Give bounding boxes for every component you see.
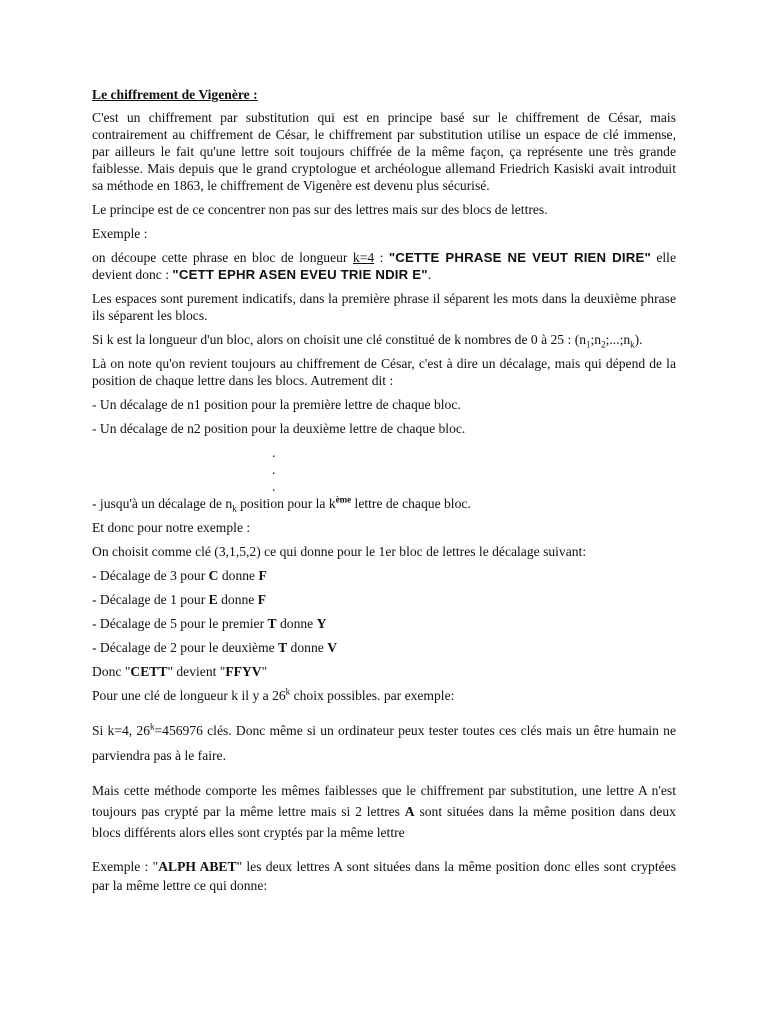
k4-sup: k <box>150 721 155 732</box>
document-body <box>92 86 676 902</box>
note-paragraph: Là on note qu'on revient toujours au chiffrement de César, c'est à dire un décalage, mais qui dépend de la position de chaque lettre dans les blocs. Autrement dit : <box>92 356 676 388</box>
k4-paragraph <box>92 718 676 768</box>
shiftk-pre: - jusqu'à un décalage de n <box>92 496 233 511</box>
donc-line <box>92 663 676 680</box>
donc-mid: " devient " <box>167 664 226 679</box>
intro-paragraph: C'est un chiffrement par substitution qui est en principe basé sur le chiffrement de César, mais contrairement au chiffrement de César, le chiffrement par substitution utilise un espace de clé immense, par ailleurs le fait qu'une lettre soit toujours chiffrée de la même façon, ça représente une très grande faiblesse. Mais depuis que le grand cryptologue et archéologue allemand Friedrich Kasiski avait introduit sa méthode en 1863, le chiffrement de Vigenère est devenu plus sécurisé. <box>92 110 676 193</box>
shift-ex-pre: - Décalage de 1 pour <box>92 592 209 607</box>
choices-end: choix possibles. par exemple: <box>290 688 455 703</box>
choices-pre: Pour une clé de longueur k il y a 26 <box>92 688 286 703</box>
last-example-paragraph <box>92 857 676 895</box>
shift-example-1 <box>92 567 676 584</box>
principle-paragraph: Le principe est de ce concentrer non pas sur des lettres mais sur des blocs de lettres. <box>92 202 548 217</box>
choices-line <box>92 687 676 704</box>
cut-mid: elle devient donc : <box>92 250 676 282</box>
donc-from: CETT <box>130 664 168 679</box>
shiftk-mid: position pour la k <box>236 496 336 511</box>
shift-ex-pre: - Décalage de 3 pour <box>92 568 209 583</box>
cut-paragraph <box>92 249 676 283</box>
weakness-paragraph <box>92 780 676 843</box>
shift-ex-mid: donne <box>287 640 328 655</box>
choices-sup: k <box>285 686 291 697</box>
key-def-close: ). <box>634 332 643 347</box>
key-def-sub1: 1 <box>586 339 591 350</box>
cut-phrase: "CETTE PHRASE NE VEUT RIEN DIRE" <box>388 250 651 265</box>
cut-colon: : <box>374 250 389 265</box>
shift-ex-from: T <box>267 616 277 631</box>
last-bold: ALPH ABET <box>158 859 237 874</box>
shift-ex-pre: - Décalage de 5 pour le premier <box>92 616 268 631</box>
key-def-subk: k <box>630 339 635 350</box>
shift-line-k <box>92 495 676 512</box>
shift-ex-to: V <box>327 640 338 655</box>
shiftk-sup: ème <box>335 494 352 505</box>
shift-ex-mid: donne <box>218 568 259 583</box>
shift-ex-mid: donne <box>217 592 258 607</box>
k4-pre: Si k=4, 26 <box>92 723 150 738</box>
cut-pre: on découpe cette phrase en bloc de longueur <box>92 250 353 265</box>
shift-ex-from: C <box>208 568 219 583</box>
shift-ex-to: F <box>257 592 267 607</box>
last-pre: Exemple : " <box>92 859 159 874</box>
shift-line-1: - Un décalage de n1 position pour la première lettre de chaque bloc. <box>92 397 461 412</box>
shift-example-2 <box>92 591 676 608</box>
shiftk-end: lettre de chaque bloc. <box>351 496 471 511</box>
cut-k: k=4 <box>352 250 375 265</box>
shift-ex-pre: - Décalage de 2 pour le deuxième <box>92 640 279 655</box>
shift-example-4 <box>92 639 676 656</box>
spaces-paragraph: Les espaces sont purement indicatifs, dans la première phrase il séparent les mots dans la deuxième phrase ils séparent les blocs. <box>92 291 676 323</box>
page-title: Le chiffrement de Vigenère : <box>92 87 258 102</box>
weakness-end: sont situées dans la même position dans deux blocs différents alors elles sont cryptés par la même lettre <box>92 804 676 840</box>
ellipsis-dot: . <box>272 462 276 477</box>
shift-line-2: - Un décalage de n2 position pour la deuxième lettre de chaque bloc. <box>92 421 466 436</box>
cut-end: . <box>427 267 432 282</box>
donc-pre: Donc " <box>92 664 131 679</box>
key-definition-paragraph <box>92 331 676 348</box>
weakness-bold: A <box>404 804 415 819</box>
key-def-open: (n <box>574 332 587 347</box>
shift-ex-mid: donne <box>276 616 317 631</box>
ellipsis-dot: . <box>272 445 276 460</box>
key-def-sep2: ;...;n <box>605 332 631 347</box>
donc-end: " <box>261 664 268 679</box>
shift-ex-from: T <box>278 640 288 655</box>
example-label: Exemple : <box>92 226 148 241</box>
for-example-line: Et donc pour notre exemple : <box>92 520 251 535</box>
last-end: " les deux lettres A sont situées dans la même position donc elles sont cryptées par la même lettre ce qui donne: <box>92 859 676 893</box>
shiftk-sub: k <box>232 503 237 514</box>
shift-ex-to: F <box>258 568 267 583</box>
shift-ex-from: E <box>208 592 218 607</box>
key-def-sep1: ;n <box>590 332 602 347</box>
key-def-sub2: 2 <box>601 339 606 350</box>
weakness-pre: Mais cette méthode comporte les mêmes faiblesses que le chiffrement par substitution, une lettre A n'est toujours pas crypté par la même lettre mais si 2 lettres <box>92 783 676 819</box>
ellipsis-dots <box>92 444 676 495</box>
choose-key-line: On choisit comme clé (3,1,5,2) ce qui donne pour le 1er bloc de lettres le décalage suivant: <box>92 544 587 559</box>
shift-ex-to: Y <box>316 616 327 631</box>
shift-example-3 <box>92 615 676 632</box>
donc-to: FFYV <box>225 664 262 679</box>
cut-result: "CETT EPHR ASEN EVEU TRIE NDIR E" <box>172 267 428 282</box>
key-def-text: Si k est la longueur d'un bloc, alors on choisit une clé constitué de k nombres de 0 à 25 : <box>92 332 572 347</box>
k4-end: =456976 clés. Donc même si un ordinateur peux tester toutes ces clés mais un être humain ne parviendra pas à le faire. <box>92 723 676 763</box>
ellipsis-dot: . <box>272 479 276 494</box>
